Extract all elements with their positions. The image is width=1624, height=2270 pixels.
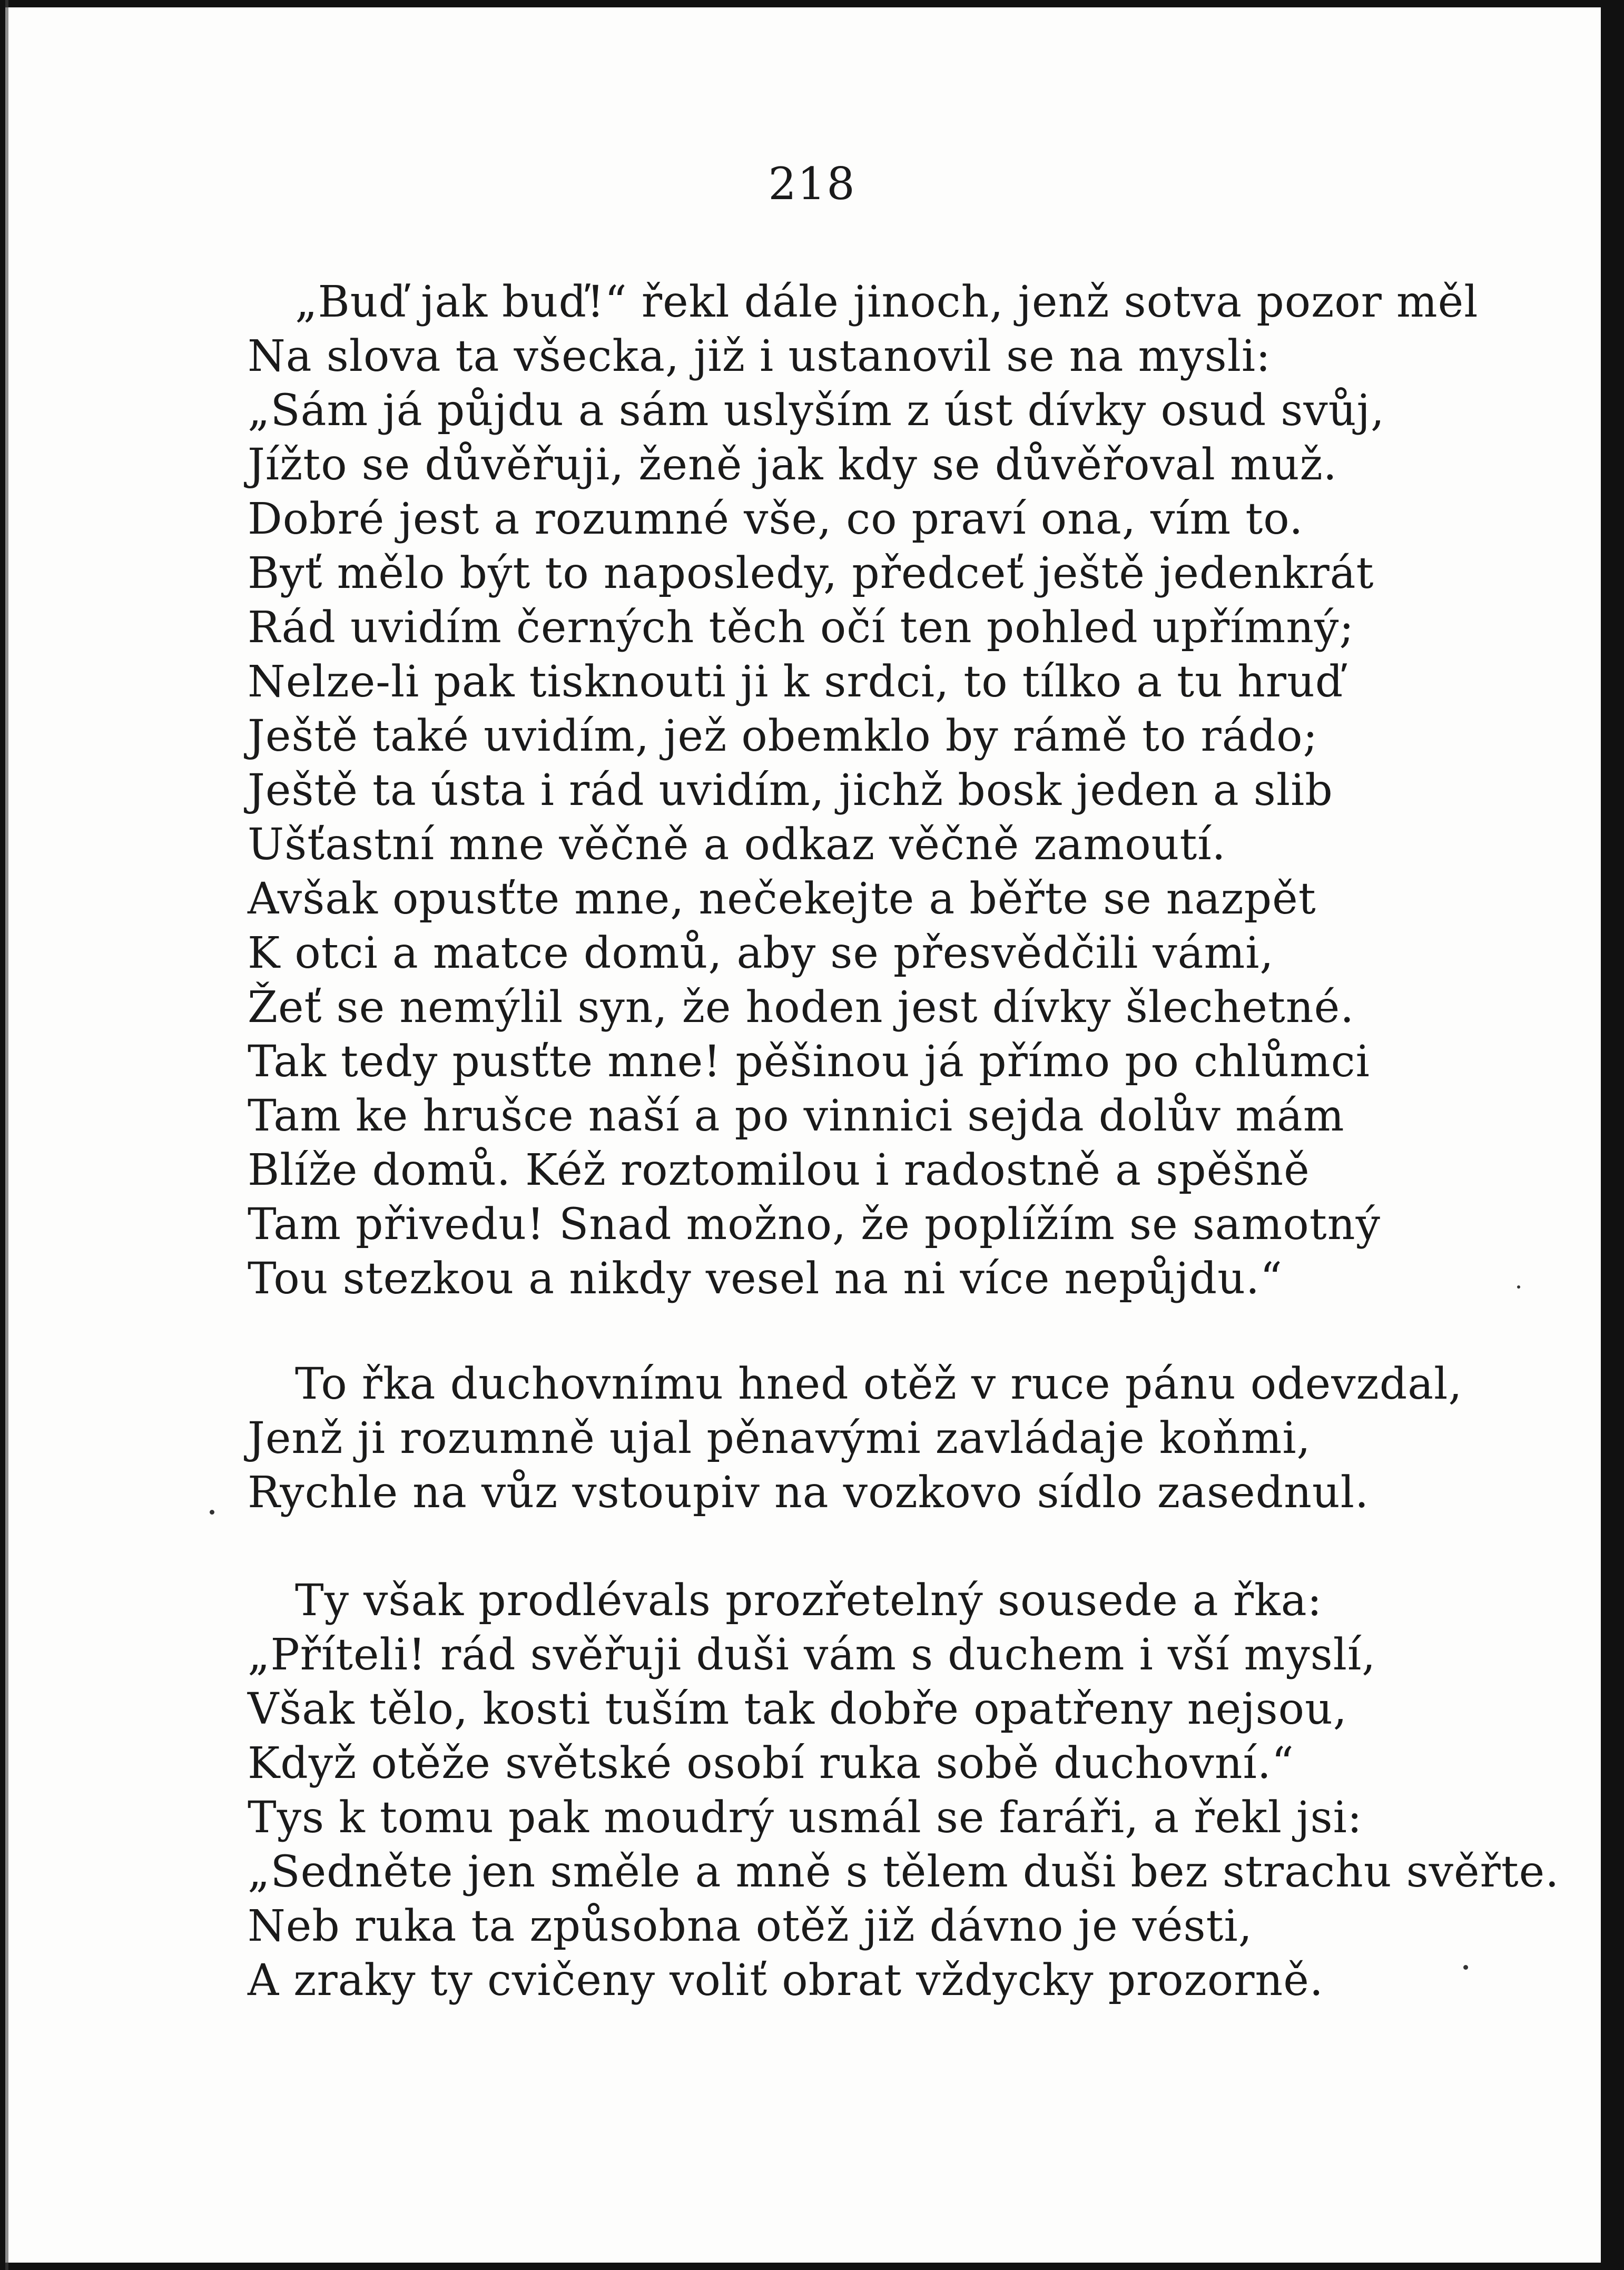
- verse-line: K otci a matce domů, aby se přesvědčili vámi,: [248, 928, 1274, 978]
- verse-line: Tam přivedu! Snad možno, že poplížím se samotný: [248, 1200, 1381, 1250]
- page-number: 218: [768, 158, 856, 210]
- verse-line: Byť mělo být to naposledy, předceť ještě jedenkrát: [248, 548, 1374, 598]
- verse-line: Jenž ji rozumně ujal pěnavými zavládaje koňmi,: [248, 1413, 1311, 1463]
- scan-edge: [5, 0, 8, 2270]
- verse-line: Žeť se nemýlil syn, že hoden jest dívky šlechetné.: [248, 982, 1355, 1033]
- verse-line: To řka duchovnímu hned otěž v ruce pánu odevzdal,: [295, 1359, 1463, 1409]
- verse-line: Ty však prodlévals prozřetelný sousede a řka:: [295, 1576, 1323, 1626]
- stanza-2: [248, 1357, 1543, 1520]
- verse-line: Dobré jest a rozumné vše, co praví ona, vím to.: [248, 494, 1304, 544]
- verse-line: Rád uvidím černých těch očí ten pohled upřímný;: [248, 603, 1355, 653]
- verse-line: Blíže domů. Kéž roztomilou i radostně a spěšně: [248, 1145, 1310, 1195]
- verse-line: A zraky ty cvičeny voliť obrat vždycky prozorně.: [248, 1955, 1324, 2006]
- stanza-1: [248, 275, 1543, 1306]
- verse-line: Tak tedy pusťte mne! pěšinou já přímo po chlůmci: [248, 1037, 1370, 1087]
- scan-speck: [210, 1510, 214, 1515]
- verse-line: „Příteli! rád svěřuji duši vám s duchem i vší myslí,: [248, 1630, 1376, 1680]
- verse-line: „Sedněte jen směle a mně s tělem duši bez strachu svěřte.: [248, 1847, 1560, 1897]
- verse-line: Ještě ta ústa i rád uvidím, jichž bosk jeden a slib: [248, 765, 1333, 815]
- verse-line: Neb ruka ta způsobna otěž již dávno je vésti,: [248, 1901, 1253, 1951]
- verse-line: Tys k tomu pak moudrý usmál se faráři, a řekl jsi:: [248, 1793, 1363, 1843]
- verse-line: Ještě také uvidím, jež obemklo by rámě to rádo;: [248, 711, 1318, 761]
- verse-line: Avšak opusťte mne, nečekejte a běřte se nazpět: [248, 874, 1316, 924]
- scan-speck: [1463, 1965, 1468, 1970]
- scan-speck: [1517, 1285, 1520, 1289]
- verse-line: Ušťastní mne věčně a odkaz věčně zamoutí.: [248, 820, 1226, 870]
- verse-line: Však tělo, kosti tuším tak dobře opatřeny nejsou,: [248, 1684, 1347, 1734]
- verse-line: Tou stezkou a nikdy vesel na ni více nepůjdu.“: [248, 1254, 1283, 1304]
- verse-line: Když otěže světské osobí ruka sobě duchovní.“: [248, 1738, 1294, 1789]
- verse-line: Jížto se důvěřuji, ženě jak kdy se důvěřoval muž.: [248, 440, 1337, 490]
- verse-line: Nelze-li pak tisknouti ji k srdci, to tílko a tu hruď: [248, 657, 1344, 707]
- verse-line: Rychle na vůz vstoupiv na vozkovo sídlo zasednul.: [248, 1468, 1370, 1518]
- stanza-3: [248, 1574, 1560, 2008]
- verse-line: Tam ke hrušce naší a po vinnici sejda dolův mám: [248, 1091, 1345, 1141]
- verse-line: „Buď jak buď!“ řekl dále jinoch, jenž sotva pozor měl: [295, 277, 1479, 327]
- verse-line: Na slova ta všecka, již i ustanovil se na mysli:: [248, 331, 1271, 381]
- verse-line: „Sám já půjdu a sám uslyším z úst dívky osud svůj,: [248, 386, 1385, 436]
